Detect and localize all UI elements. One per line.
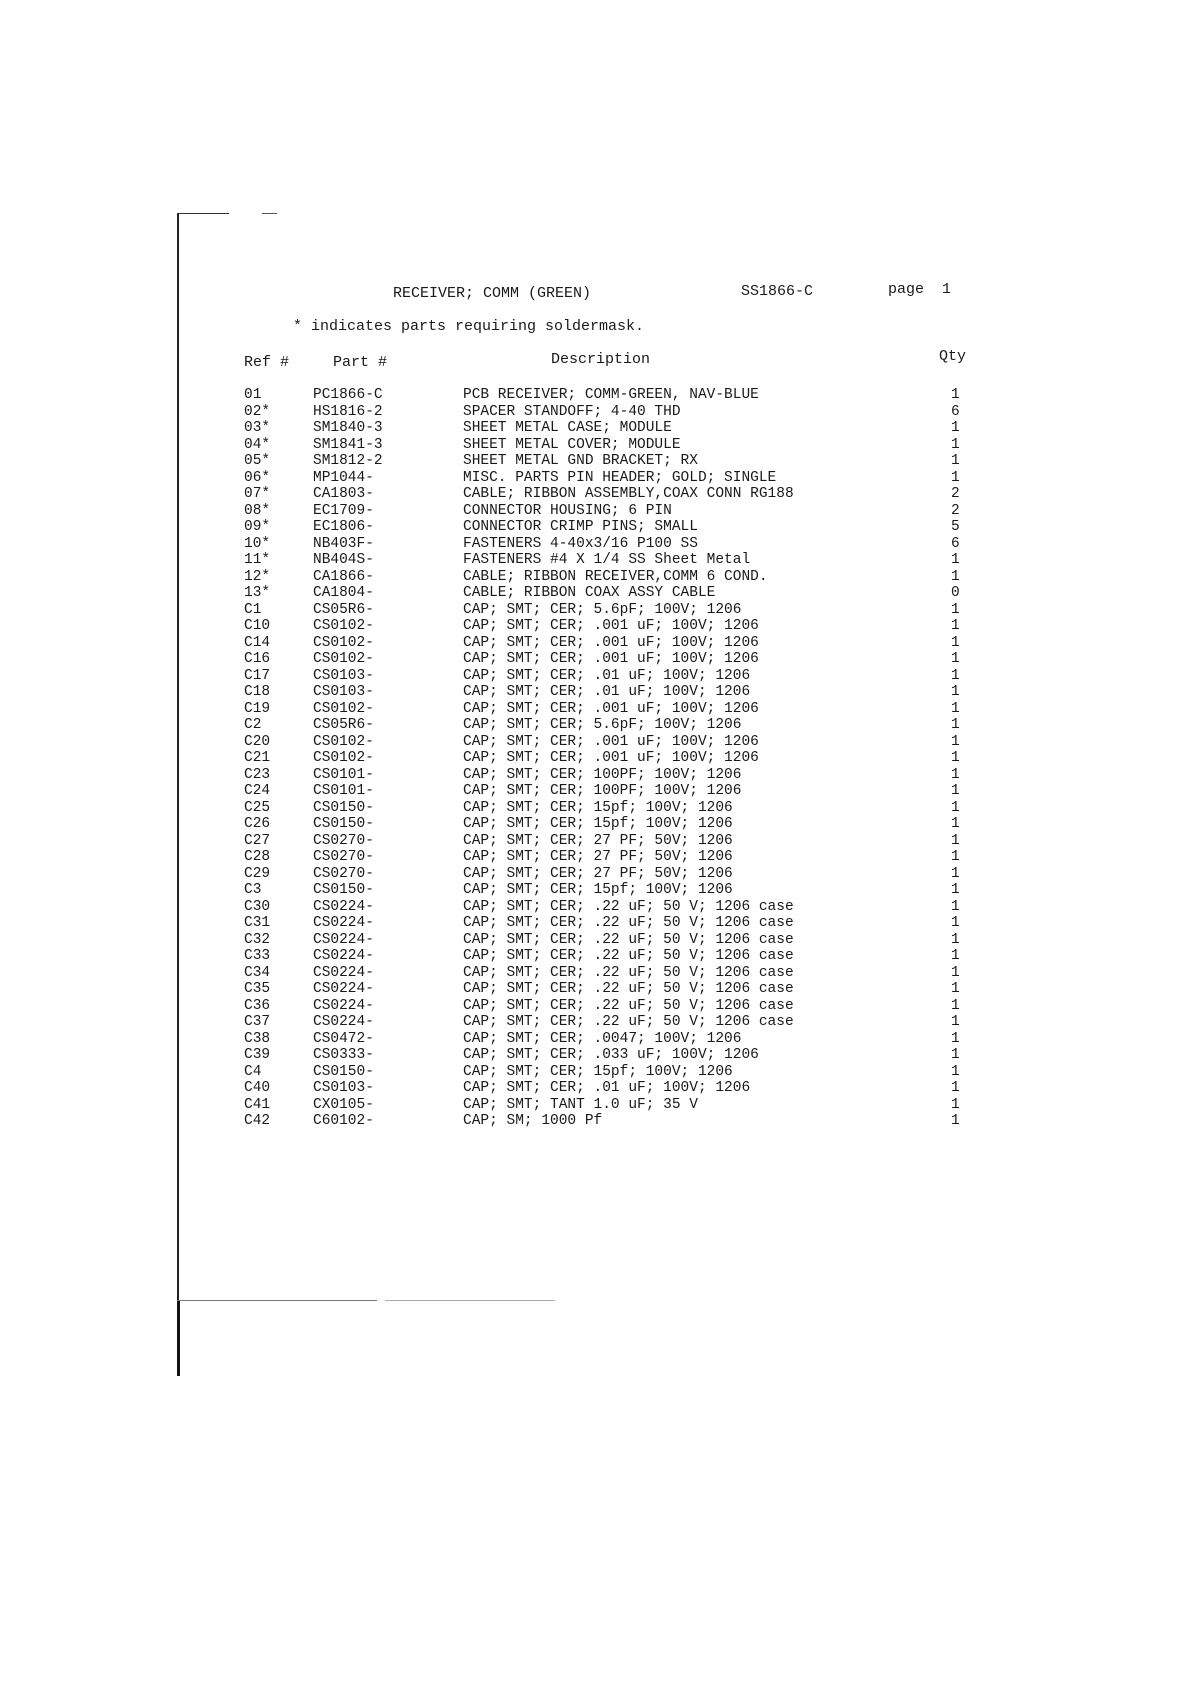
qty-cell: 1 [951, 816, 960, 832]
description-cell: FASTENERS 4-40x3/16 P100 SS [463, 535, 698, 552]
description-cell: CAP; SMT; CER; 15pf; 100V; 1206 [463, 816, 733, 832]
qty-cell: 1 [951, 898, 960, 915]
description-cell: CAP; SMT; CER; .001 uF; 100V; 1206 [463, 700, 759, 717]
part-number-cell: CS0102- [313, 750, 374, 766]
description-cell: CAP; SMT; CER; .22 uF; 50 V; 1206 case [463, 948, 794, 964]
ref-cell: 08* [244, 502, 271, 519]
table-row [0, 437, 1190, 454]
document-number: SS1866-C [741, 283, 814, 300]
table-row [0, 899, 1190, 916]
description-cell: CONNECTOR CRIMP PINS; SMALL [463, 519, 698, 535]
qty-cell: 0 [951, 585, 960, 601]
part-number-cell: CS0224- [313, 948, 374, 964]
description-cell: CONNECTOR HOUSING; 6 PIN [463, 502, 672, 519]
part-number-cell: C60102- [313, 1113, 374, 1129]
qty-cell: 1 [951, 436, 960, 453]
qty-cell: 1 [951, 997, 960, 1014]
part-number-cell: CS0270- [313, 832, 374, 849]
description-cell: CAP; SMT; CER; .001 uF; 100V; 1206 [463, 733, 759, 750]
ref-cell: C36 [244, 997, 271, 1014]
ref-cell: C16 [244, 651, 271, 667]
description-cell: CAP; SMT; CER; .033 uF; 100V; 1206 [463, 1047, 759, 1063]
column-header-description: Description [551, 351, 651, 368]
qty-cell: 6 [951, 535, 960, 552]
table-row [0, 948, 1190, 965]
part-number-cell: CS0224- [313, 931, 374, 948]
part-number-cell: CS0224- [313, 981, 374, 997]
table-row [0, 404, 1190, 421]
description-cell: CAP; SMT; CER; .22 uF; 50 V; 1206 case [463, 997, 794, 1014]
description-cell: CAP; SMT; CER; .01 uF; 100V; 1206 [463, 684, 751, 700]
ref-cell: C33 [244, 948, 271, 964]
qty-cell: 1 [951, 667, 960, 684]
description-cell: CAP; SMT; CER; 15pf; 100V; 1206 [463, 799, 733, 816]
qty-cell: 1 [951, 948, 960, 964]
description-cell: CABLE; RIBBON RECEIVER,COMM 6 COND. [463, 568, 768, 585]
ref-cell: C17 [244, 667, 271, 684]
table-row [0, 849, 1190, 866]
part-number-cell: CS0150- [313, 882, 374, 898]
table-row [0, 1113, 1190, 1130]
table-row [0, 602, 1190, 619]
table-row [0, 536, 1190, 553]
part-number-cell: CA1804- [313, 585, 374, 601]
table-row [0, 981, 1190, 998]
ref-cell: C23 [244, 766, 271, 783]
soldermask-note: * indicates parts requiring soldermask. [293, 318, 645, 335]
table-row [0, 915, 1190, 932]
part-number-cell: CS0101- [313, 783, 374, 799]
qty-cell: 1 [951, 964, 960, 981]
description-cell: SHEET METAL CASE; MODULE [463, 420, 672, 436]
qty-cell: 1 [951, 1063, 960, 1080]
ref-cell: C18 [244, 684, 271, 700]
table-row [0, 519, 1190, 536]
scan-top-rule-short [262, 213, 277, 214]
qty-cell: 1 [951, 882, 960, 898]
qty-cell: 1 [951, 733, 960, 750]
qty-cell: 1 [951, 601, 960, 618]
qty-cell: 1 [951, 568, 960, 585]
table-row [0, 1080, 1190, 1097]
qty-cell: 1 [951, 931, 960, 948]
qty-cell: 1 [951, 915, 960, 931]
ref-cell: C4 [244, 1063, 262, 1080]
table-row [0, 866, 1190, 883]
qty-cell: 2 [951, 502, 960, 519]
ref-cell: C10 [244, 618, 271, 634]
part-number-cell: CS0103- [313, 684, 374, 700]
ref-cell: C3 [244, 882, 262, 898]
part-number-cell: CS0150- [313, 799, 374, 816]
description-cell: CAP; SMT; CER; .0047; 100V; 1206 [463, 1030, 742, 1047]
ref-cell: 07* [244, 486, 271, 502]
part-number-cell: EC1806- [313, 519, 374, 535]
qty-cell: 1 [951, 387, 960, 403]
part-number-cell: CS0103- [313, 667, 374, 684]
description-cell: CAP; SMT; CER; 5.6pF; 100V; 1206 [463, 717, 742, 733]
part-number-cell: CS0472- [313, 1030, 374, 1047]
qty-cell: 1 [951, 981, 960, 997]
description-cell: CAP; SM; 1000 Pf [463, 1113, 603, 1129]
ref-cell: C20 [244, 733, 271, 750]
table-row [0, 816, 1190, 833]
description-cell: CAP; SMT; CER; .22 uF; 50 V; 1206 case [463, 931, 794, 948]
qty-cell: 1 [951, 799, 960, 816]
qty-cell: 1 [951, 832, 960, 849]
ref-cell: 05* [244, 453, 271, 469]
description-cell: CAP; SMT; CER; .001 uF; 100V; 1206 [463, 634, 759, 651]
part-number-cell: MP1044- [313, 469, 374, 486]
qty-cell: 1 [951, 1113, 960, 1129]
part-number-cell: CS0102- [313, 700, 374, 717]
qty-cell: 1 [951, 1096, 960, 1113]
description-cell: CAP; SMT; CER; .22 uF; 50 V; 1206 case [463, 915, 794, 931]
description-cell: CAP; SMT; CER; 5.6pF; 100V; 1206 [463, 601, 742, 618]
description-cell: CAP; SMT; CER; .001 uF; 100V; 1206 [463, 618, 759, 634]
ref-cell: C2 [244, 717, 262, 733]
part-number-cell: CS0150- [313, 1063, 374, 1080]
part-number-cell: CS0150- [313, 816, 374, 832]
description-cell: PCB RECEIVER; COMM-GREEN, NAV-BLUE [463, 387, 759, 403]
qty-cell: 6 [951, 403, 960, 420]
table-row [0, 486, 1190, 503]
table-row [0, 1047, 1190, 1064]
description-cell: CAP; SMT; CER; .001 uF; 100V; 1206 [463, 651, 759, 667]
ref-cell: C25 [244, 799, 271, 816]
qty-cell: 1 [951, 469, 960, 486]
part-number-cell: CS0102- [313, 651, 374, 667]
description-cell: SHEET METAL GND BRACKET; RX [463, 453, 698, 469]
table-row [0, 569, 1190, 586]
column-header-ref: Ref # [244, 354, 290, 371]
qty-cell: 1 [951, 684, 960, 700]
description-cell: CAP; SMT; CER; .01 uF; 100V; 1206 [463, 1080, 751, 1096]
ref-cell: 02* [244, 403, 271, 420]
qty-cell: 1 [951, 783, 960, 799]
table-row [0, 1097, 1190, 1114]
table-row [0, 684, 1190, 701]
part-number-cell: NB403F- [313, 535, 374, 552]
table-row [0, 420, 1190, 437]
description-cell: CAP; SMT; CER; 100PF; 100V; 1206 [463, 783, 742, 799]
description-cell: CAP; SMT; CER; .01 uF; 100V; 1206 [463, 667, 751, 684]
qty-cell: 1 [951, 552, 960, 568]
ref-cell: 12* [244, 568, 271, 585]
qty-cell: 1 [951, 750, 960, 766]
qty-cell: 1 [951, 1014, 960, 1030]
qty-cell: 1 [951, 1047, 960, 1063]
part-number-cell: CS0270- [313, 865, 374, 882]
description-cell: CAP; SMT; CER; 27 PF; 50V; 1206 [463, 832, 733, 849]
part-number-cell: SM1812-2 [313, 453, 383, 469]
table-row [0, 1031, 1190, 1048]
ref-cell: C14 [244, 634, 271, 651]
description-cell: FASTENERS #4 X 1/4 SS Sheet Metal [463, 552, 751, 568]
scan-bottom-rule-faint [385, 1300, 555, 1301]
part-number-cell: CS05R6- [313, 601, 374, 618]
qty-cell: 2 [951, 486, 960, 502]
table-row [0, 387, 1190, 404]
part-number-cell: CX0105- [313, 1096, 374, 1113]
table-row [0, 1064, 1190, 1081]
part-number-cell: EC1709- [313, 502, 374, 519]
ref-cell: C26 [244, 816, 271, 832]
qty-cell: 5 [951, 519, 960, 535]
part-number-cell: CS0224- [313, 964, 374, 981]
scan-top-rule [177, 213, 229, 214]
table-row [0, 734, 1190, 751]
part-number-cell: CS0102- [313, 733, 374, 750]
part-number-cell: CS0102- [313, 634, 374, 651]
ref-cell: C31 [244, 915, 271, 931]
part-number-cell: CS0333- [313, 1047, 374, 1063]
ref-cell: C42 [244, 1113, 271, 1129]
ref-cell: C32 [244, 931, 271, 948]
table-row [0, 552, 1190, 569]
part-number-cell: CS0101- [313, 766, 374, 783]
table-row [0, 750, 1190, 767]
qty-cell: 1 [951, 1080, 960, 1096]
description-cell: CAP; SMT; CER; .22 uF; 50 V; 1206 case [463, 981, 794, 997]
description-cell: CAP; SMT; CER; .22 uF; 50 V; 1206 case [463, 964, 794, 981]
qty-cell: 1 [951, 453, 960, 469]
table-row [0, 965, 1190, 982]
part-number-cell: CS0103- [313, 1080, 374, 1096]
part-number-cell: CA1866- [313, 568, 374, 585]
table-row [0, 800, 1190, 817]
ref-cell: C37 [244, 1014, 271, 1030]
description-cell: CAP; SMT; CER; .001 uF; 100V; 1206 [463, 750, 759, 766]
qty-cell: 1 [951, 717, 960, 733]
ref-cell: C28 [244, 849, 271, 865]
table-row [0, 585, 1190, 602]
table-row [0, 503, 1190, 520]
part-number-cell: NB404S- [313, 552, 374, 568]
ref-cell: 06* [244, 469, 271, 486]
part-number-cell: HS1816-2 [313, 403, 383, 420]
table-row [0, 651, 1190, 668]
table-row [0, 998, 1190, 1015]
ref-cell: C24 [244, 783, 271, 799]
table-row [0, 783, 1190, 800]
part-number-cell: SM1840-3 [313, 420, 383, 436]
scan-bottom-rule [177, 1300, 377, 1301]
table-row [0, 882, 1190, 899]
description-cell: CAP; SMT; CER; .22 uF; 50 V; 1206 case [463, 1014, 794, 1030]
ref-cell: C41 [244, 1096, 271, 1113]
ref-cell: 03* [244, 420, 271, 436]
part-number-cell: CS0224- [313, 997, 374, 1014]
ref-cell: 11* [244, 552, 271, 568]
ref-cell: C38 [244, 1030, 271, 1047]
ref-cell: C34 [244, 964, 271, 981]
page-number: page 1 [888, 281, 952, 298]
description-cell: MISC. PARTS PIN HEADER; GOLD; SINGLE [463, 469, 777, 486]
part-number-cell: SM1841-3 [313, 436, 383, 453]
description-cell: SHEET METAL COVER; MODULE [463, 436, 681, 453]
part-number-cell: CA1803- [313, 486, 374, 502]
part-number-cell: CS0224- [313, 898, 374, 915]
table-row [0, 932, 1190, 949]
ref-cell: 04* [244, 436, 271, 453]
part-number-cell: CS0102- [313, 618, 374, 634]
description-cell: CABLE; RIBBON ASSEMBLY,COAX CONN RG188 [463, 486, 794, 502]
document-title: RECEIVER; COMM (GREEN) [393, 285, 592, 302]
description-cell: CAP; SMT; CER; 100PF; 100V; 1206 [463, 766, 742, 783]
description-cell: CAP; SMT; CER; 27 PF; 50V; 1206 [463, 849, 733, 865]
table-row [0, 701, 1190, 718]
column-header-part: Part # [333, 354, 388, 371]
qty-cell: 1 [951, 651, 960, 667]
ref-cell: C29 [244, 865, 271, 882]
description-cell: CAP; SMT; CER; 27 PF; 50V; 1206 [463, 865, 733, 882]
description-cell: CAP; SMT; TANT 1.0 uF; 35 V [463, 1096, 698, 1113]
ref-cell: C21 [244, 750, 271, 766]
qty-cell: 1 [951, 1030, 960, 1047]
part-number-cell: CS05R6- [313, 717, 374, 733]
qty-cell: 1 [951, 700, 960, 717]
table-row [0, 470, 1190, 487]
ref-cell: 01 [244, 387, 262, 403]
part-number-cell: CS0270- [313, 849, 374, 865]
description-cell: CAP; SMT; CER; 15pf; 100V; 1206 [463, 882, 733, 898]
qty-cell: 1 [951, 849, 960, 865]
part-number-cell: CS0224- [313, 1014, 374, 1030]
qty-cell: 1 [951, 420, 960, 436]
ref-cell: C35 [244, 981, 271, 997]
ref-cell: C19 [244, 700, 271, 717]
ref-cell: C27 [244, 832, 271, 849]
description-cell: CAP; SMT; CER; 15pf; 100V; 1206 [463, 1063, 733, 1080]
table-row [0, 717, 1190, 734]
ref-cell: C30 [244, 898, 271, 915]
table-row [0, 767, 1190, 784]
qty-cell: 1 [951, 634, 960, 651]
part-number-cell: CS0224- [313, 915, 374, 931]
ref-cell: 10* [244, 535, 271, 552]
table-row [0, 668, 1190, 685]
table-row [0, 1014, 1190, 1031]
scan-margin-line-bottom [177, 1300, 180, 1376]
part-number-cell: PC1866-C [313, 387, 383, 403]
ref-cell: C1 [244, 601, 262, 618]
ref-cell: C40 [244, 1080, 271, 1096]
table-row [0, 618, 1190, 635]
description-cell: CABLE; RIBBON COAX ASSY CABLE [463, 585, 716, 601]
ref-cell: 09* [244, 519, 271, 535]
table-row [0, 833, 1190, 850]
ref-cell: 13* [244, 585, 271, 601]
qty-cell: 1 [951, 618, 960, 634]
column-header-qty: Qty [939, 348, 967, 365]
description-cell: CAP; SMT; CER; .22 uF; 50 V; 1206 case [463, 898, 794, 915]
parts-list [0, 387, 1190, 1130]
ref-cell: C39 [244, 1047, 271, 1063]
description-cell: SPACER STANDOFF; 4-40 THD [463, 403, 681, 420]
qty-cell: 1 [951, 865, 960, 882]
qty-cell: 1 [951, 766, 960, 783]
table-row [0, 635, 1190, 652]
table-row [0, 453, 1190, 470]
